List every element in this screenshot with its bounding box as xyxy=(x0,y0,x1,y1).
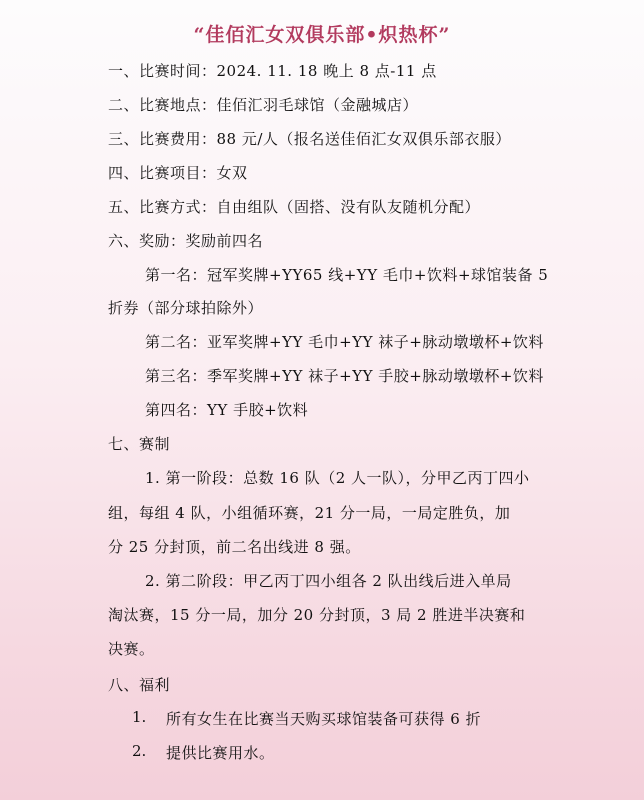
rules-heading: 七、赛制 xyxy=(108,435,171,453)
prize-first-line2: 折券（部分球拍除外） xyxy=(108,299,264,317)
document-title: “佳佰汇女双俱乐部•炽热杯” xyxy=(193,24,451,46)
stage1-line1: 1. 第一阶段：总数 16 队（2 人一队），分甲乙丙丁四小 xyxy=(145,469,530,487)
stage2-line2: 淘汰赛，15 分一局，加分 20 分封顶，3 局 2 胜进半决赛和 xyxy=(108,606,526,624)
match-time: 一、比赛时间：2024. 11. 18 晚上 8 点-11 点 xyxy=(108,62,437,80)
prize-heading: 六、奖励：奖励前四名 xyxy=(108,232,264,250)
match-format: 五、比赛方式：自由组队（固搭、没有队友随机分配） xyxy=(108,198,481,216)
prize-first-line1: 第一名：冠军奖牌+YY65 线+YY 毛巾+饮料+球馆装备 5 xyxy=(145,266,549,284)
match-event: 四、比赛项目：女双 xyxy=(108,164,248,182)
benefit-1-text: 所有女生在比赛当天购买球馆装备可获得 6 折 xyxy=(166,710,482,728)
stage2-line3: 决赛。 xyxy=(108,640,155,658)
benefits-heading: 八、福利 xyxy=(108,676,171,694)
benefit-2-number: 2. xyxy=(132,742,147,760)
prize-second: 第二名：亚军奖牌+YY 毛巾+YY 袜子+脉动墩墩杯+饮料 xyxy=(145,333,544,351)
prize-fourth: 第四名：YY 手胶+饮料 xyxy=(145,401,309,419)
stage1-line3: 分 25 分封顶，前二名出线进 8 强。 xyxy=(108,538,361,556)
benefit-2-text: 提供比赛用水。 xyxy=(166,744,275,762)
benefit-1-number: 1. xyxy=(132,708,147,726)
prize-third: 第三名：季军奖牌+YY 袜子+YY 手胶+脉动墩墩杯+饮料 xyxy=(145,367,544,385)
stage1-line2: 组，每组 4 队，小组循环赛，21 分一局，一局定胜负，加 xyxy=(108,504,511,522)
match-fee: 三、比赛费用：88 元/人（报名送佳佰汇女双俱乐部衣服） xyxy=(108,130,511,148)
stage2-line1: 2. 第二阶段：甲乙丙丁四小组各 2 队出线后进入单局 xyxy=(145,572,512,590)
match-venue: 二、比赛地点：佳佰汇羽毛球馆（金融城店） xyxy=(108,96,419,114)
